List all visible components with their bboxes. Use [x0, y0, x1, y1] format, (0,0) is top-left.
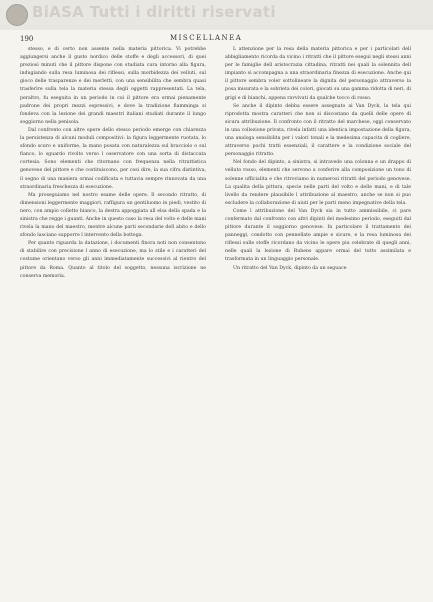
paragraph: Ma proseguiamo nel nostro esame delle opere. Il secondo ritratto, di dimensioni leggermente maggiori, raffigura un gentiluomo in piedi, vestito di nero, con ampio colletto bianco, la destra appoggiata all elsa della spada e la sinistra che regge i guanti. Anche in questo caso la resa del volto e delle mani rivela la mano del maestro, mentre alcune parti secondarie dell abito e dello sfondo lasciano supporre l intervento della bottega. — [20, 192, 206, 239]
watermark-banner — [0, 0, 433, 30]
paragraph: stesso, e di certo non assente nella materia pittorica. Vi potrebbe aggiungersi anche il gusto nordico delle stoffe e degli accessori, di quei preziosi minuti che il pittore dispone con studiata cura intorno alla figura, indugiando sulla resa luminosa dei riflessi, sulla morbidezza dei velluti, sul gioco delle trasparenze e dei merletti, con una sensibilita che sembra quasi trasferire sulla tela la materia stessa degli oggetti rappresentati. La tela, peraltro, fu eseguita in un periodo in cui il pittore era ormai pienamente padrone dei propri mezzi espressivi, e dove la tradizione fiamminga si fondeva con la lezione dei grandi maestri italiani studiati durante il lungo soggiorno nella penisola. — [20, 47, 206, 125]
watermark-text: BiASA Tutti i diritti riservati — [32, 3, 276, 21]
paragraph: L attenzione per la resa della materia pittorica e per i particolari dell abbigliamento ricorda da vicino i ritratti che il pittore eseguì negli stessi anni per le famiglie dell aristocrazia cittadina, ritratti nei quali la solennita dell impianto si accompagna a una straordinaria finezza di esecuzione. Anche qui il pittore sembra voler sottolineare la dignita del personaggio attraverso la posa misurata e la sobrieta dei colori, giocati su una gamma ridotta di neri, di grigi e di bianchi, appena ravvivati da qualche tocco di rosso. — [225, 47, 411, 101]
paragraph: Se anche il dipinto debba essere assegnato al Van Dyck, la tela qui riprodotta mostra caratteri che non si discostano da quelli delle opere di sicura attribuzione. Il confronto con il ritratto del marchese, oggi conservato in una collezione privata, rivela infatti una identica impostazione della figura, una analoga sensibilita per i valori tonali e la medesima capacita di cogliere, attraverso pochi tratti essenziali, il carattere e la condizione sociale del personaggio ritratto. — [225, 103, 411, 158]
paragraph: Per quanto riguarda la datazione, i documenti finora noti non consentono di stabilire con precisione l anno di esecuzione, ma lo stile e i caratteri del costume orientano verso gli anni immediatamente successivi al rientro del pittore da Roma. Quanto al titolo del soggetto, nessuna iscrizione ne conserva memoria. — [20, 241, 206, 279]
paragraph: Un ritratto del Van Dyck, dipinto da un seguace — [233, 265, 347, 271]
biasa-seal-icon — [6, 4, 28, 26]
page-number: 190 — [20, 35, 34, 43]
paragraph: Come l attribuzione del Van Dyck sia in tutto ammissibile, ci pare confermato dal confronto con altri dipinti del medesimo periodo, eseguiti dal pittore durante il soggiorno genovese. In particolare il trattamento dei panneggi, condotto con pennellate ampie e sicure, e la resa luminosa dei riflessi sulle stoffe ricordano da vicino le opere piu celebrate di quegli anni, nelle quali la lezione di Rubens appare ormai del tutto assimilata e trasformata in un linguaggio personale. — [225, 208, 411, 263]
running-head: MISCELLANEA — [170, 34, 243, 42]
text-column-left — [20, 46, 206, 592]
paragraph: Dal confronto con altre opere dello stesso periodo emerge con chiarezza la persistenza di alcuni moduli compositivi: la figura leggermente ruotata, lo sfondo scuro e uniforme, la mano posata con naturalezza sul bracciolo o sul fianco, lo sguardo rivolto verso l osservatore con una sorta di distaccata cortesia. Sono elementi che ritornano con frequenza nella ritrattistica genovese del pittore e che costituiscono, per cosi dire, la sua cifra distintiva, il segno di una maniera ormai codificata e tuttavia sempre rinnovata da una straordinaria freschezza di esecuzione. — [20, 127, 206, 190]
text-column-right — [225, 46, 411, 592]
paragraph: Nel fondo del dipinto, a sinistra, si intravede una colonna e un drappo di velluto rosso, elementi che servono a conferire alla composizione un tono di solenne ufficialita e che ritroviamo in numerosi ritratti del periodo genovese. La qualita della pittura, specie nelle parti del volto e delle mani, e di tale livello da rendere plausibile l attribuzione al maestro, anche se non si puo escludere la collaborazione di aiuti per le parti meno impegnative della tela. — [225, 160, 411, 206]
